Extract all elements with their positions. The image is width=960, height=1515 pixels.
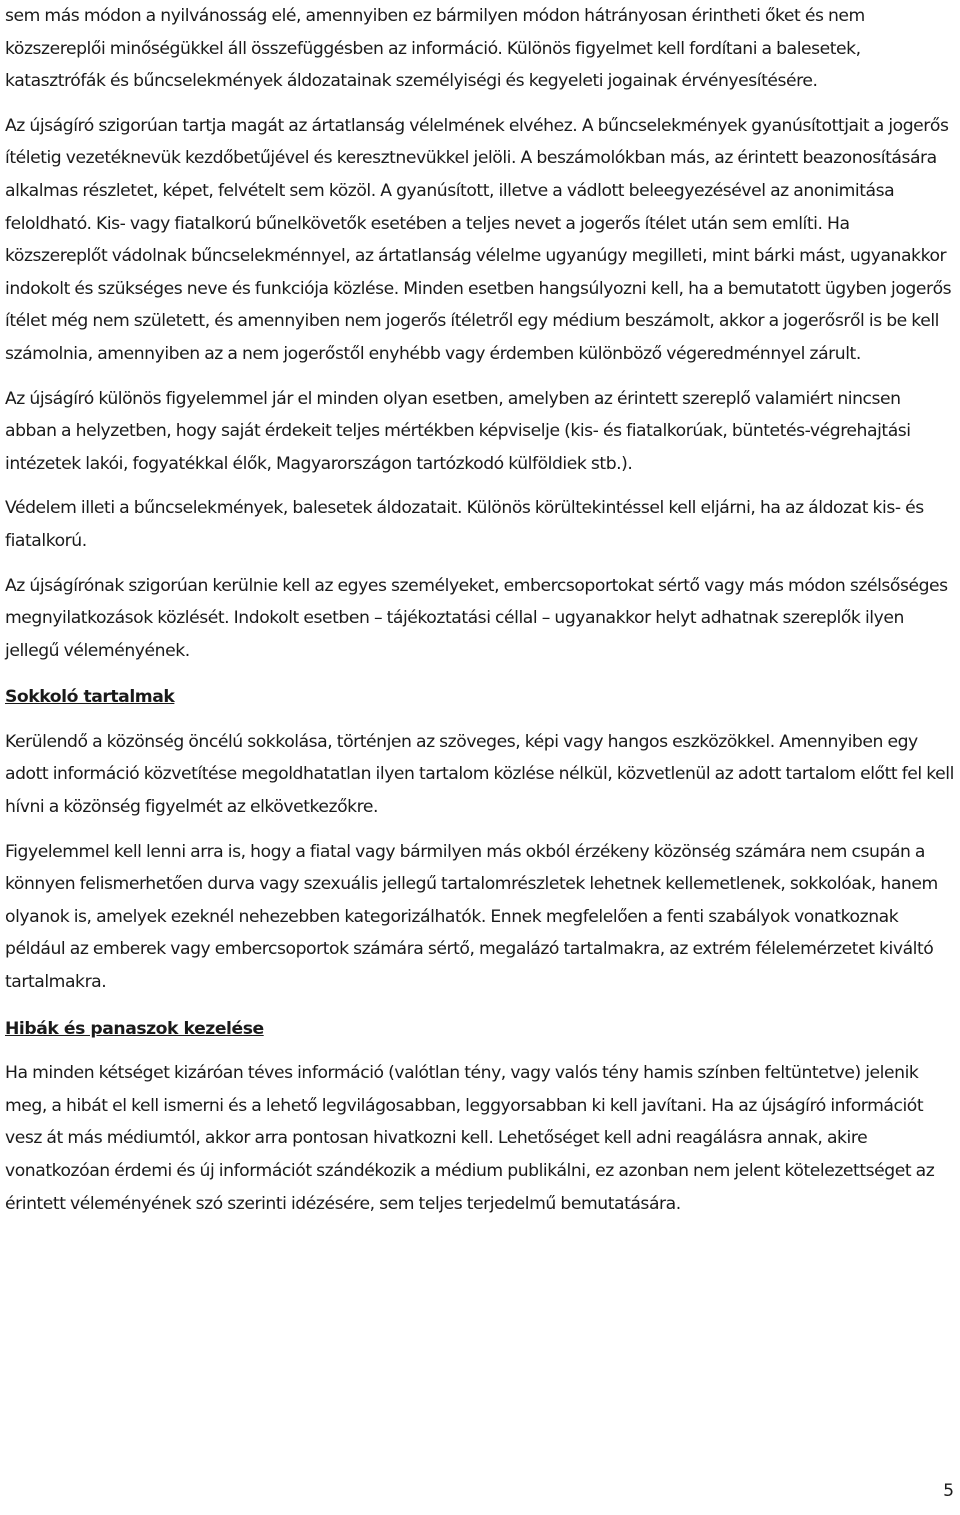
paragraph-vulnerable-subjects: Az újságíró különös figyelemmel jár el minden olyan esetben, amelyben az érintett szereplő valamiért nincsen abban a helyzetben, hogy saját érdekeit teljes mértékben képviselje (kis- és fiatalkorúak, büntetés-végrehajtási intézetek lakói, fogyatékkal élők, Magyarországon tartózkodó külföldiek stb.). (5, 388, 911, 474)
paragraph-victims: Védelem illeti a bűncselekmények, balesetek áldozatait. Különös körültekintéssel kell eljárni, ha az áldozat kis- és fiatalkorú. (5, 498, 924, 551)
paragraph-offensive-statements: Az újságírónak szigorúan kerülnie kell az egyes személyeket, embercsoportokat sértő vagy más módon szélsőséges megnyilatkozások közlését. Indokolt esetben – tájékoztatási céllal – ugyanakkor helyt adhatnak szereplők ilyen jellegű véleményének. (5, 575, 948, 661)
paragraph-privacy: sem más módon a nyilvánosság elé, amennyiben ez bármilyen módon hátrányosan érintheti őket és nem közszereplői minőségükkel áll összefüggésben az információ. Különös figyelmet kell fordítani a balesetek, katasztrófák és bűncselekmények áldozatainak személyiségi és kegyeleti jogainak érvényesítésére. (5, 6, 865, 92)
section-heading-shocking-content: Sokkoló tartalmak (5, 687, 175, 708)
page-number: 5 (943, 1481, 954, 1501)
paragraph-corrections: Ha minden kétséget kizáróan téves információ (valótlan tény, vagy valós tény hamis színben feltüntetve) jelenik meg, a hibát el kell ismerni és a lehető legvilágosabban, leggyorsabban ki kell javítani. Ha az újságíró információt vesz át más médiumtól, akkor arra pontosan hivatkozni kell. Lehetőséget kell adni reagálásra annak, akire vonatkozóan érdemi és új információt szándékozik a médium publikálni, ez azonban nem jelent kötelezettséget az érintett véleményének szó szerinti idézésére, sem teljes terjedelmű bemutatására. (5, 1063, 935, 1214)
paragraph-shocking-content: Kerülendő a közönség öncélú sokkolása, történjen az szöveges, képi vagy hangos eszközökkel. Amennyiben egy adott információ közvetítése megoldhatatlan ilyen tartalom közlése nélkül, közvetlenül az adott tartalom előtt fel kell hívni a közönség figyelmét az elkövetkezőkre. (5, 731, 954, 818)
paragraph-presumption-of-innocence: Az újságíró szigorúan tartja magát az ártatlanság vélelmének elvéhez. A bűncselekmények gyanúsítottjait a jogerős ítéletig vezetéknevük kezdőbetűjével és keresztnevükkel jelöli. A beszámolókban más, az érintett beazonosítására alkalmas részletet, képet, felvételt sem közöl. A gyanúsított, illetve a vádlott beleegyezésével az anonimitása feloldható. Kis- vagy fiatalkorú bűnelkövetők esetében a teljes nevet a jogerős ítélet után sem említi. Ha közszereplőt vádolnak bűncselekménnyel, az ártatlanság vélelme ugyanúgy megilleti, mint bárki mást, ugyanakkor indokolt és szükséges neve és funkciója közlése. Minden esetben hangsúlyozni kell, ha a bemutatott ügyben jogerős ítélet még nem született, és amennyiben nem jogerős ítéletről egy médium beszámolt, akkor a jogerősről is be kell számolnia, amennyiben az a nem jogerőstől enyhébb vagy érdemben különböző végeredménnyel zárult. (5, 115, 952, 364)
section-heading-errors-complaints: Hibák és panaszok kezelése (5, 1018, 264, 1039)
paragraph-sensitive-audience: Figyelemmel kell lenni arra is, hogy a fiatal vagy bármilyen más okból érzékeny közönség számára nem csupán a könnyen felismerhetően durva vagy szexuális jellegű tartalomrészletek lehetnek kellemetlenek, sokkolóak, hanem olyanok is, amelyek ezeknél nehezebben kategorizálhatók. Ennek megfelelően a fenti szabályok vonatkoznak például az emberek vagy embercsoportok számára sértő, megalázó tartalmakra, az extrém félelemérzetet kiváltó tartalmakra. (5, 841, 938, 993)
document-page (5, 0, 955, 1220)
